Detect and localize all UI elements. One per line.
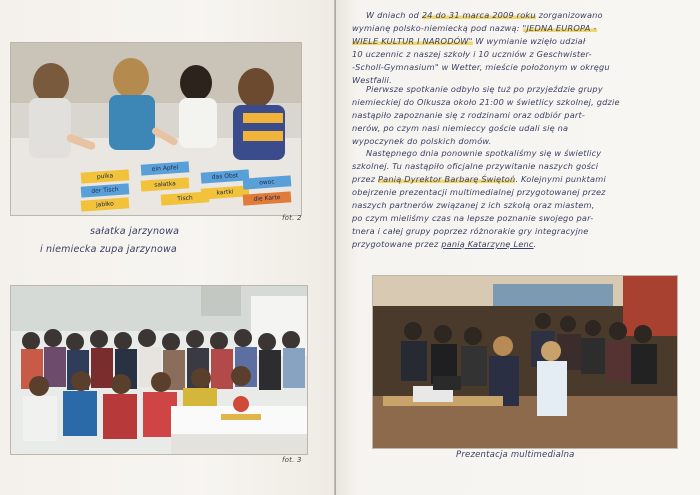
- text-line: [352, 239, 692, 249]
- text-line: [352, 49, 692, 59]
- text-segment: po czym mieliśmy czas na lepsze poznanie swojego par-: [352, 213, 594, 223]
- text-segment: szkolnej. Tu nastąpiło oficjalne przywitanie naszych gości: [352, 161, 599, 171]
- text-segment: W wymianie wzięło udział: [472, 36, 586, 46]
- text-line: [352, 200, 692, 210]
- text-segment: przez: [352, 174, 378, 184]
- text-segment: niemieckiej do Olkusza około 21:00 w świetlicy szkolnej, gdzie: [352, 97, 620, 107]
- word-card: sałatka: [141, 177, 190, 191]
- photo2-fot-label: fot. 3: [282, 456, 302, 464]
- word-card: der Tisch: [81, 183, 130, 197]
- text-segment: wymianę polsko-niemiecką pod nazwą:: [352, 23, 523, 33]
- word-card: jabłko: [81, 197, 130, 211]
- text-line: [352, 62, 692, 72]
- photo1-fot-label: fot. 2: [282, 214, 302, 222]
- text-segment: nerów, po czym nasi niemieccy goście udali się na: [352, 123, 569, 133]
- word-card: ein Apfel: [141, 161, 190, 175]
- text-line: [352, 187, 692, 197]
- right-page: [336, 0, 700, 495]
- text-segment: obejrzenie prezentacji multimedialnej przygotowanej przez: [352, 187, 606, 197]
- text-segment: Następnego dnia ponownie spotkaliśmy się w świetlicy: [366, 148, 602, 158]
- text-line: [352, 36, 692, 46]
- highlighted-text: "JEDNA EUROPA -: [522, 23, 597, 33]
- photo-group-kitchen: [10, 285, 308, 455]
- left-page: [0, 0, 336, 495]
- word-card: das Obst: [201, 169, 250, 183]
- text-line: [352, 161, 692, 171]
- text-line: [352, 123, 692, 133]
- photo-students-table: [10, 42, 302, 216]
- text-line: [352, 97, 692, 107]
- text-segment: -Scholl-Gymnasium" w Wetter, mieście położonym w okręgu: [352, 62, 610, 72]
- text-line: [352, 110, 692, 120]
- text-line: [366, 84, 700, 94]
- photo1-caption-line2: i niemiecka zupa jarzynowa: [40, 244, 177, 255]
- text-segment: . Kolejnymi punktami: [515, 174, 606, 184]
- text-segment: Westfalii.: [352, 75, 392, 85]
- text-segment: przygotowane przez: [352, 239, 442, 249]
- word-card: die Karte: [243, 191, 292, 205]
- text-segment: tnera i całej grupy poprzez różnorakie gry integracyjne: [352, 226, 589, 236]
- text-segment: W dniach od: [366, 10, 422, 20]
- text-segment: zorganizowano: [535, 10, 603, 20]
- photo-presentation: [372, 275, 678, 449]
- word-card: kartki: [201, 185, 250, 199]
- text-segment: wypoczynek do polskich domów.: [352, 136, 492, 146]
- word-card: Tisch: [161, 191, 210, 205]
- text-segment: 10 uczennic z naszej szkoły i 10 uczniów z Geschwister-: [352, 49, 592, 59]
- word-card: pulka: [81, 169, 130, 183]
- text-line: [352, 136, 692, 146]
- word-card: owoc: [243, 175, 292, 189]
- highlighted-text: 24 do 31 marca 2009 roku: [421, 10, 536, 20]
- text-line: [352, 226, 692, 236]
- photo3-caption: Prezentacja multimedialna: [456, 450, 575, 460]
- underlined-text: panią Katarzynę Lenc: [441, 239, 534, 249]
- text-line: [352, 213, 692, 223]
- highlighted-text: WIELE KULTUR I NARODÓW": [352, 36, 473, 46]
- text-segment: nastąpiło zapoznanie się z rodzinami oraz odbiór part-: [352, 110, 586, 120]
- text-line: [366, 10, 700, 20]
- text-segment: Pierwsze spotkanie odbyło się tuż po przyjeździe grupy: [366, 84, 603, 94]
- text-segment: naszych partnerów związanej z ich szkołą oraz miastem,: [352, 200, 595, 210]
- text-line: [366, 148, 700, 158]
- text-segment: .: [533, 239, 537, 249]
- highlighted-text: Panią Dyrektor Barbarę Świętoń: [378, 174, 516, 184]
- text-line: [352, 23, 692, 33]
- photo1-caption-line1: sałatka jarzynowa: [90, 226, 180, 237]
- word-cards: [11, 43, 301, 215]
- text-line: [352, 174, 692, 184]
